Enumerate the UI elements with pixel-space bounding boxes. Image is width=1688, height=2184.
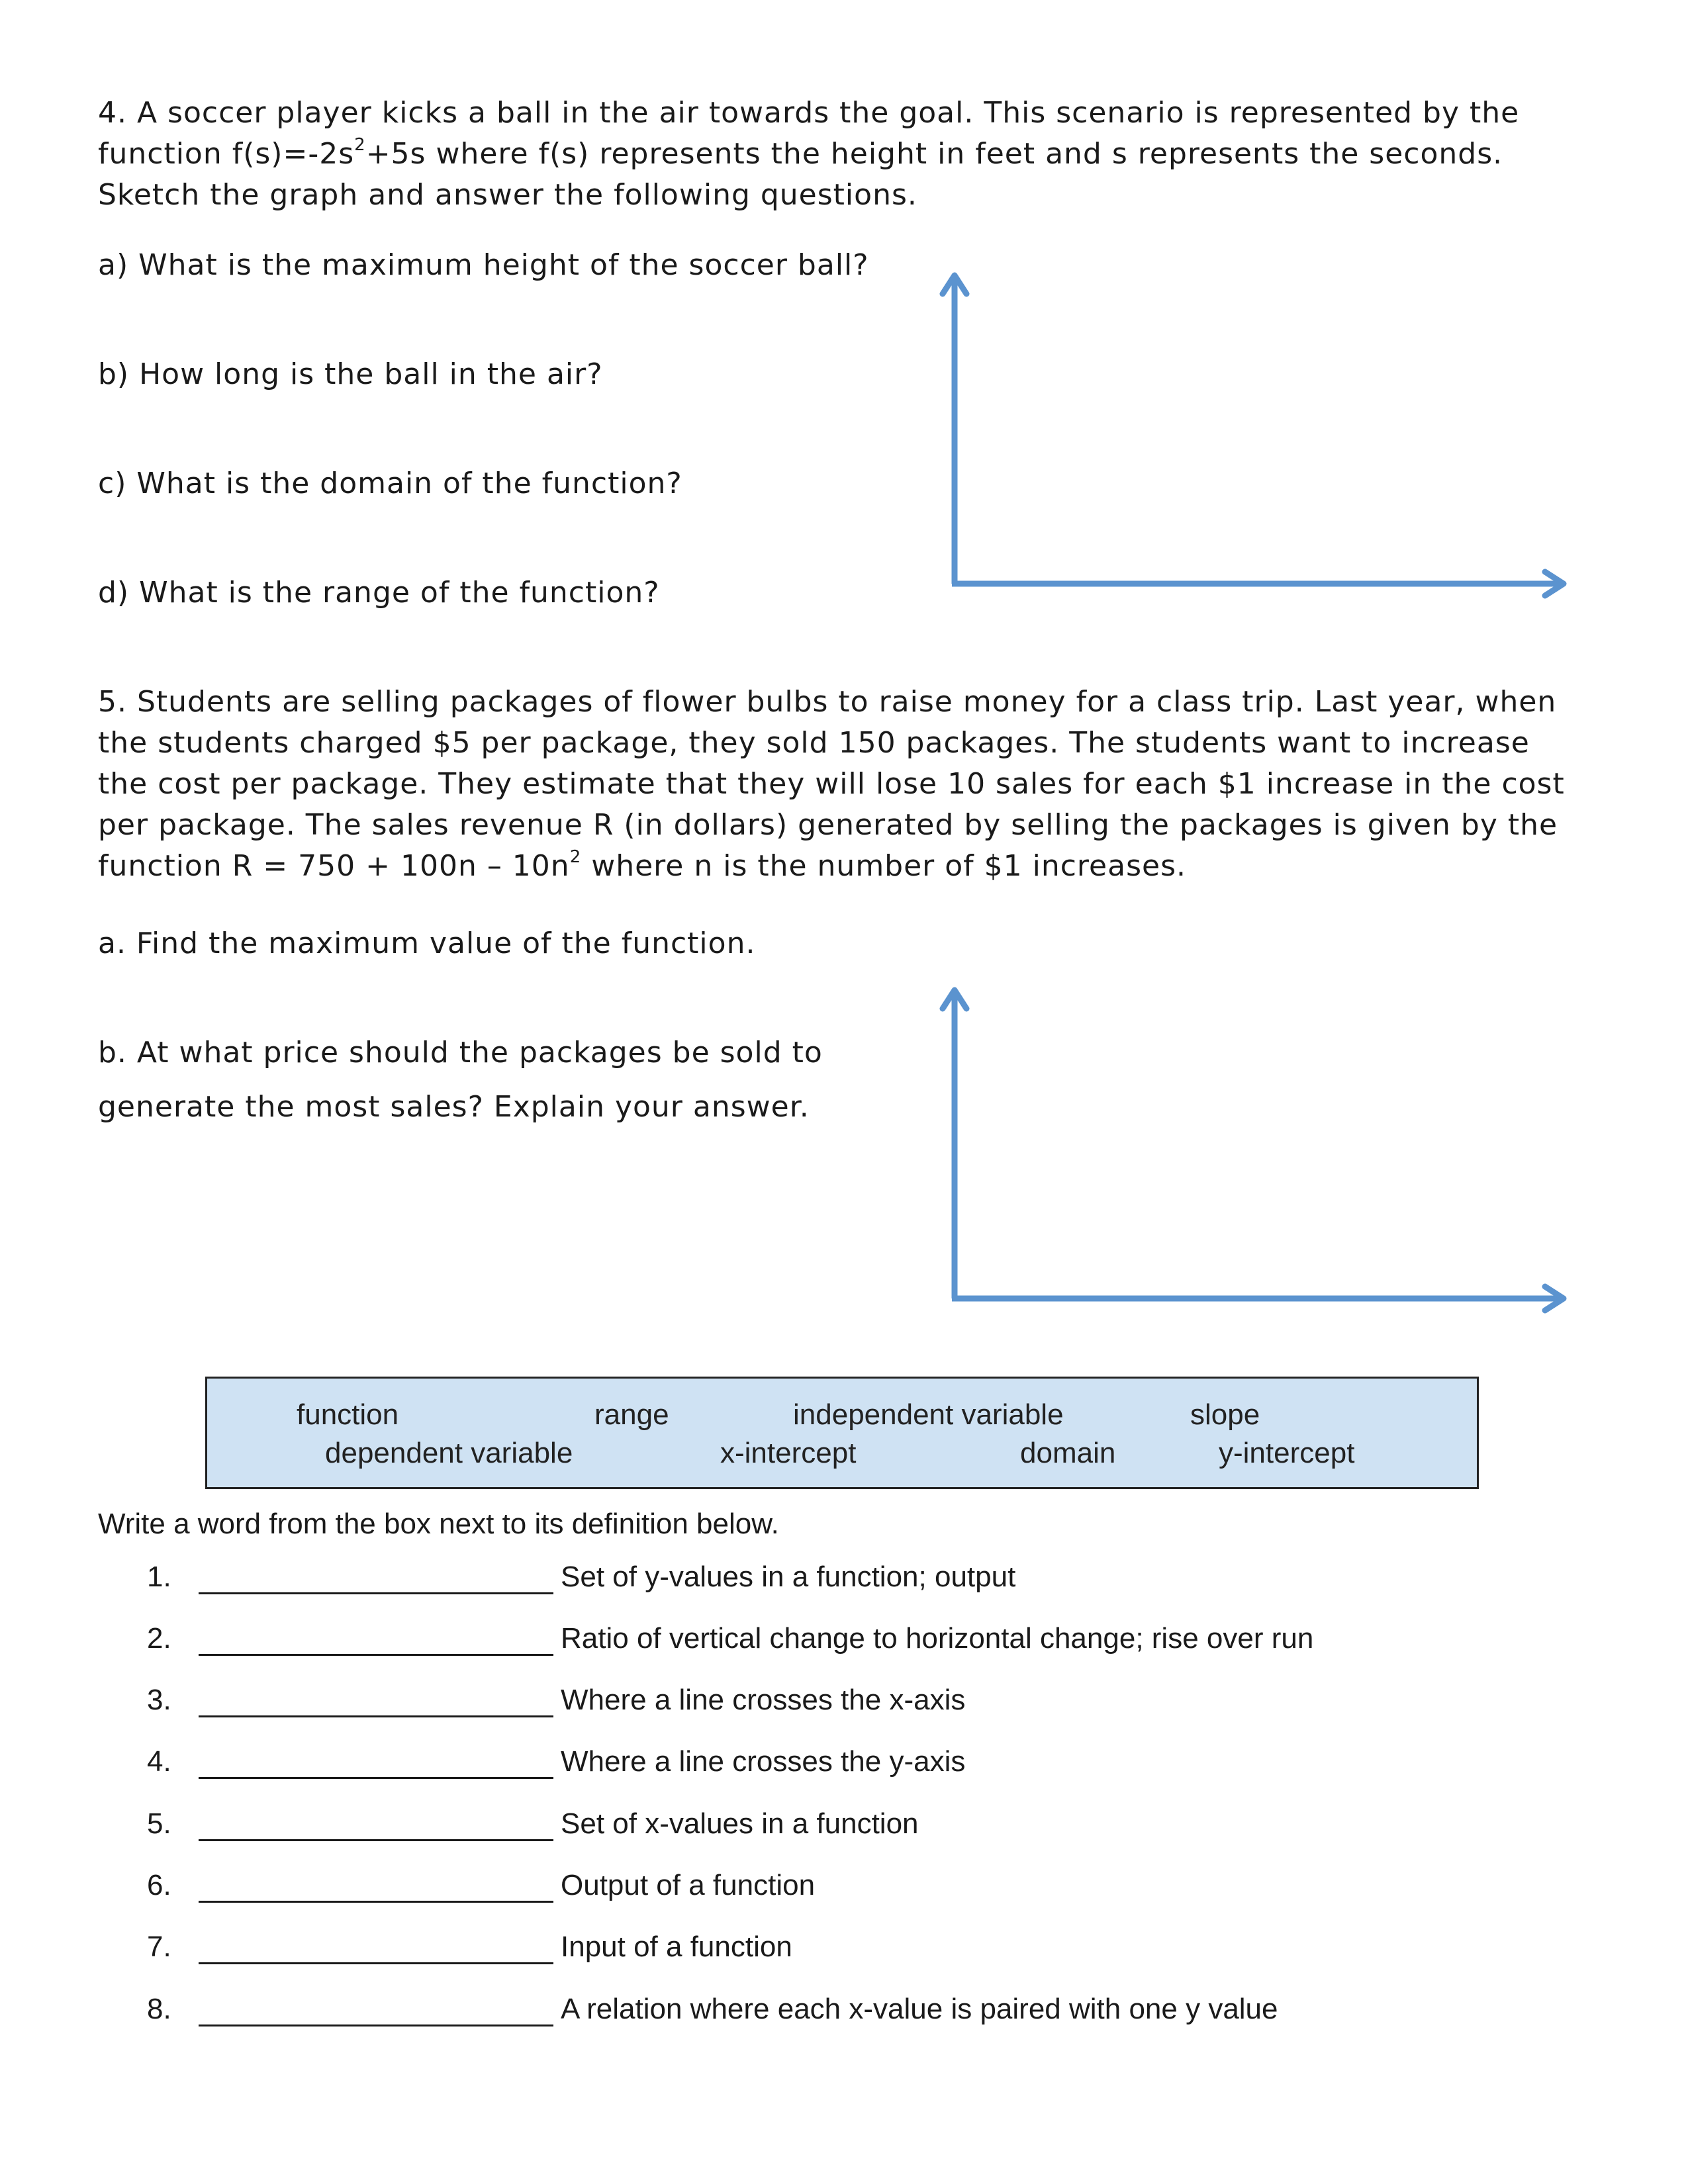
definition-number: 4. [147, 1745, 171, 1778]
problem-4-line-1: 4. A soccer player kicks a ball in the air towards the goal. This scenario is represented by the [98, 96, 1520, 130]
question-4a: a) What is the maximum height of the soccer ball? [98, 248, 869, 282]
definition-number: 3. [147, 1684, 171, 1716]
problem-5-line-3: the cost per package. They estimate that they will lose 10 sales for each $1 increase in the cost [98, 767, 1565, 801]
answer-blank[interactable] [199, 1865, 553, 1903]
problem-4-line-2 [98, 134, 1587, 175]
definition-number: 2. [147, 1622, 171, 1655]
definition-text: Where a line crosses the y-axis [561, 1745, 966, 1778]
answer-blank[interactable] [199, 1803, 553, 1841]
word-domain: domain [1020, 1437, 1116, 1469]
graph-axes-1[interactable] [927, 265, 1589, 609]
definition-number: 5. [147, 1807, 171, 1840]
problem-5-line-2: the students charged $5 per package, they sold 150 packages. The students want to increase [98, 726, 1530, 760]
answer-blank[interactable] [199, 1618, 553, 1656]
exponent: 2 [569, 847, 582, 868]
word-independent-variable: independent variable [793, 1398, 1064, 1431]
answer-blank[interactable] [199, 1557, 553, 1594]
problem-4-statement [98, 93, 1587, 216]
question-5b-line-2: generate the most sales? Explain your answer. [98, 1090, 810, 1124]
definition-number: 1. [147, 1561, 171, 1593]
instructions: Write a word from the box next to its definition below. [98, 1508, 779, 1540]
exponent: 2 [354, 135, 366, 156]
definition-number: 7. [147, 1931, 171, 1963]
problem-5-function-rest: where n is the number of $1 increases. [581, 849, 1186, 883]
word-x-intercept: x-intercept [720, 1437, 857, 1469]
question-4c: c) What is the domain of the function? [98, 467, 682, 500]
word-bank [205, 1377, 1479, 1489]
answer-blank[interactable] [199, 1927, 553, 1964]
question-4d: d) What is the range of the function? [98, 576, 660, 610]
word-y-intercept: y-intercept [1219, 1437, 1355, 1469]
problem-5-statement [98, 682, 1587, 887]
definition-number: 6. [147, 1869, 171, 1901]
word-function: function [297, 1398, 399, 1431]
problem-4-function-text: function f(s)=-2s [98, 137, 355, 171]
answer-blank[interactable] [199, 1741, 553, 1779]
answer-blank[interactable] [199, 1680, 553, 1717]
question-5b-line-1: b. At what price should the packages be sold to [98, 1036, 823, 1069]
definition-text: Set of x-values in a function [561, 1807, 919, 1840]
graph-axes-2[interactable] [927, 979, 1589, 1324]
word-slope: slope [1190, 1398, 1260, 1431]
answer-blank[interactable] [199, 1989, 553, 2026]
definition-text: Ratio of vertical change to horizontal change; rise over run [561, 1622, 1314, 1655]
definition-text: Set of y-values in a function; output [561, 1561, 1016, 1593]
problem-4-line-3: Sketch the graph and answer the following questions. [98, 178, 917, 212]
definition-text: Output of a function [561, 1869, 816, 1901]
problem-5-line-1: 5. Students are selling packages of flower bulbs to raise money for a class trip. Last year, when [98, 685, 1557, 719]
problem-5-function-text: function R = 750 + 100n – 10n [98, 849, 570, 883]
problem-5-line-5 [98, 846, 1587, 887]
problem-4-function-rest: +5s where f(s) represents the height in feet and s represents the seconds. [365, 137, 1503, 171]
word-range: range [594, 1398, 669, 1431]
definition-text: Input of a function [561, 1931, 792, 1963]
problem-5-line-4: per package. The sales revenue R (in dollars) generated by selling the packages is given by the [98, 808, 1558, 842]
definition-text: A relation where each x-value is paired with one y value [561, 1993, 1278, 2025]
question-4b: b) How long is the ball in the air? [98, 357, 603, 391]
definition-number: 8. [147, 1993, 171, 2025]
question-5a: a. Find the maximum value of the function. [98, 927, 756, 960]
word-dependent-variable: dependent variable [325, 1437, 573, 1469]
definition-text: Where a line crosses the x-axis [561, 1684, 966, 1716]
